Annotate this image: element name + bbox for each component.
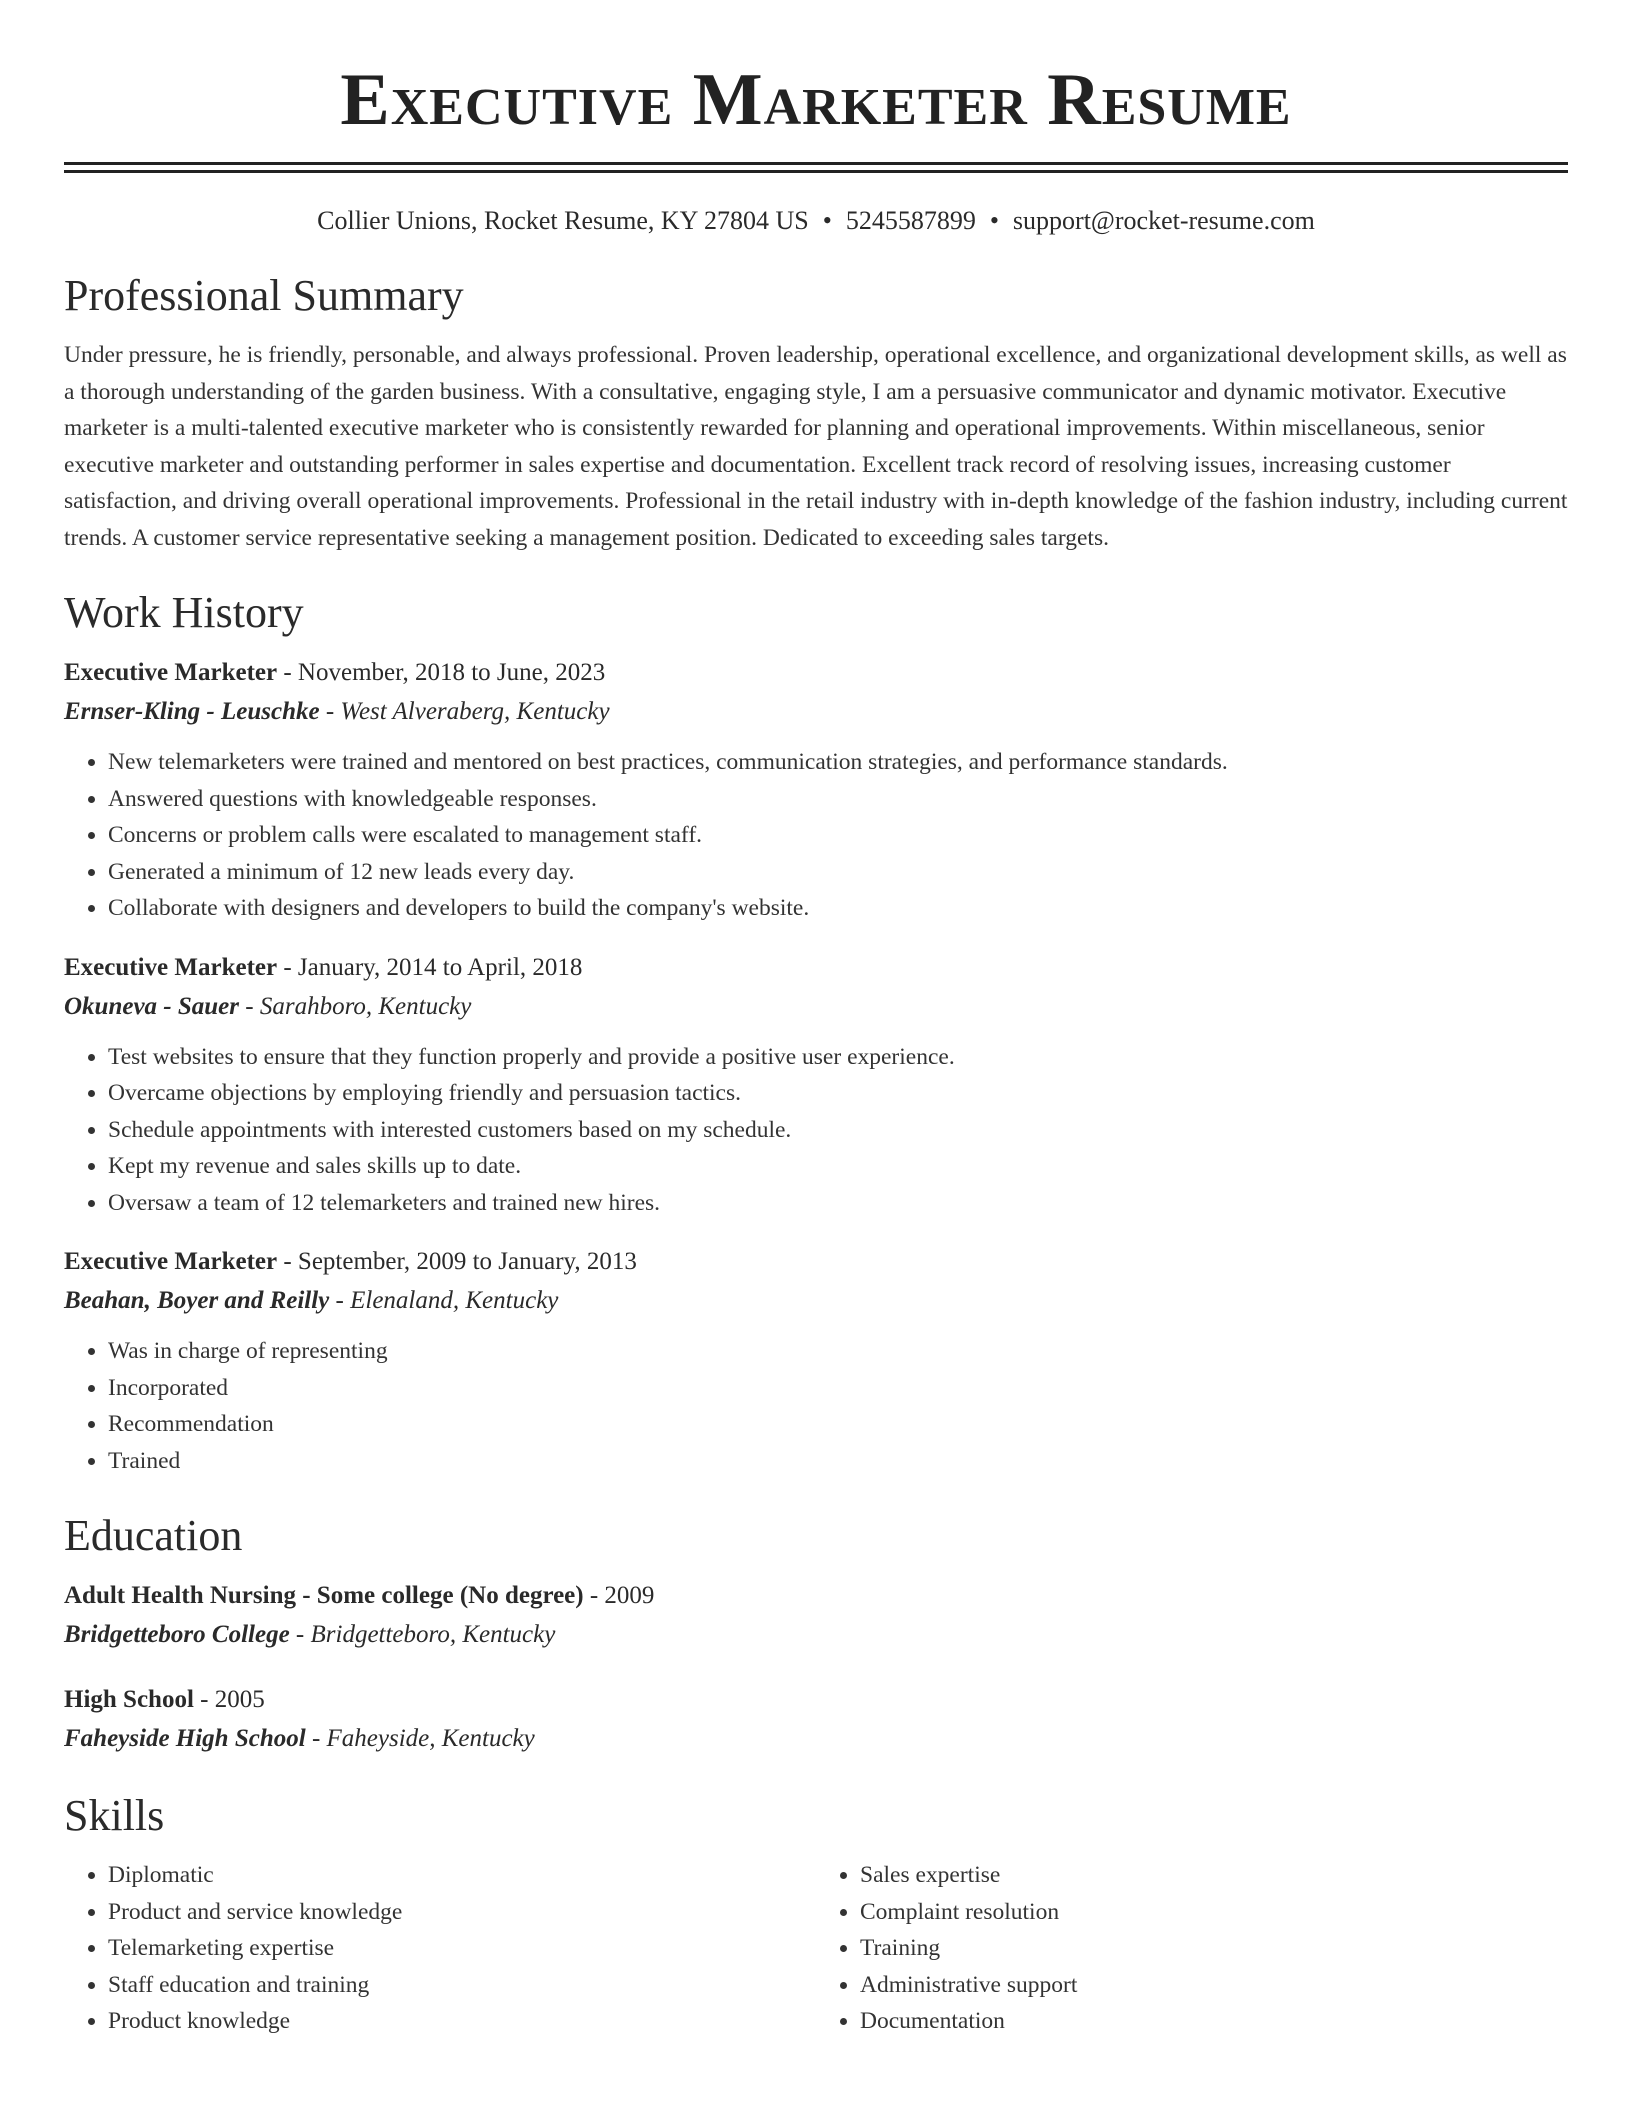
degree-line xyxy=(64,1577,1568,1615)
skill-item: • Training xyxy=(860,1930,1568,1967)
work-history-heading: Work History xyxy=(64,588,304,637)
job-title: Executive Marketer xyxy=(64,1248,278,1275)
job-title-line xyxy=(64,1243,1568,1281)
education-section xyxy=(64,1509,1568,1759)
job-entry xyxy=(64,654,1568,927)
education-entry xyxy=(64,1577,1568,1655)
job-bullet: • New telemarketers were trained and mentored on best practices, communication strategies, and performance standards. xyxy=(108,744,1568,781)
job-bullet: • Schedule appointments with interested customers based on my schedule. xyxy=(108,1112,1568,1149)
job-bullet: • Oversaw a team of 12 telemarketers and trained new hires. xyxy=(108,1185,1568,1222)
job-bullets xyxy=(64,744,1568,927)
skill-item: • Product knowledge xyxy=(108,2003,816,2040)
skill-item: • Product and service knowledge xyxy=(108,1894,816,1931)
job-title: Executive Marketer xyxy=(64,659,278,686)
company-location: - Sarahboro, Kentucky xyxy=(239,992,472,1020)
education-entry xyxy=(64,1681,1568,1759)
school-location: - Bridgetteboro, Kentucky xyxy=(289,1621,556,1648)
job-bullet: • Trained xyxy=(108,1443,1568,1480)
summary-text: Under pressure, he is friendly, personable, and always professional. Proven leadership, operational excellence, and organizational development skills, as well as a thorough understanding of the garden business. With a consultative, engaging style, I am a persuasive communicator and dynamic motivator. Executive marketer is a multi-talented executive marketer who is consistently rewarded for planning and operational improvements. Within miscellaneous, senior executive marketer and outstanding performer in sales expertise and documentation. Excellent track record of resolving issues, increasing customer satisfaction, and driving overall operational improvements. Professional in the retail industry with in-depth knowledge of the fashion industry, including current trends. A customer service representative seeking a management position. Dedicated to exceeding sales targets. xyxy=(64,342,1568,551)
degree-year: - 2009 xyxy=(583,1582,655,1609)
degree-year: - 2005 xyxy=(193,1686,265,1713)
degree-line xyxy=(64,1681,1568,1719)
school-line xyxy=(64,1719,1568,1759)
job-bullet: • Collaborate with designers and developers to build the company's website. xyxy=(108,890,1568,927)
job-bullet: • Was in charge of representing xyxy=(108,1333,1568,1370)
job-bullet: • Generated a minimum of 12 new leads every day. xyxy=(108,854,1568,891)
job-bullet: • Concerns or problem calls were escalated to management staff. xyxy=(108,817,1568,854)
job-bullet: • Test websites to ensure that they function properly and provide a positive user experience. xyxy=(108,1039,1568,1076)
degree-name: Adult Health Nursing - Some college (No degree) xyxy=(64,1582,584,1609)
job-dates: - November, 2018 to June, 2023 xyxy=(277,659,606,686)
skill-item: • Complaint resolution xyxy=(860,1894,1568,1931)
job-bullet: • Kept my revenue and sales skills up to date. xyxy=(108,1148,1568,1185)
skills-heading: Skills xyxy=(64,1791,165,1840)
resume-title: Executive Marketer Resume xyxy=(340,59,1292,141)
school-name: Faheyside High School xyxy=(64,1725,306,1752)
job-bullets xyxy=(64,1039,1568,1222)
school-line xyxy=(64,1615,1568,1655)
summary-section xyxy=(64,269,1568,556)
contact-address: Collier Unions, Rocket Resume, KY 27804 US xyxy=(317,206,809,235)
skills-columns xyxy=(64,1857,1568,2040)
job-bullet: • Overcame objections by employing friendly and persuasion tactics. xyxy=(108,1075,1568,1112)
summary-heading: Professional Summary xyxy=(64,271,464,320)
contact-separator: • xyxy=(822,206,832,235)
skills-left-column xyxy=(64,1857,816,2040)
skill-item: • Staff education and training xyxy=(108,1967,816,2004)
company-line xyxy=(64,1281,1568,1321)
skill-item: • Diplomatic xyxy=(108,1857,816,1894)
job-entry xyxy=(64,1243,1568,1479)
title-divider xyxy=(64,162,1568,173)
company-location: - Elenaland, Kentucky xyxy=(329,1287,559,1314)
job-title-line xyxy=(64,654,1568,692)
company-line xyxy=(64,987,1568,1027)
school-name: Bridgetteboro College xyxy=(64,1621,290,1648)
skill-item: • Telemarketing expertise xyxy=(108,1930,816,1967)
company-line xyxy=(64,692,1568,732)
job-title: Executive Marketer xyxy=(64,953,278,981)
contact-separator: • xyxy=(989,206,999,235)
contact-line xyxy=(64,203,1568,239)
skills-section xyxy=(64,1789,1568,2040)
company-location: - West Alveraberg, Kentucky xyxy=(319,698,610,725)
degree-name: High School xyxy=(64,1686,194,1713)
job-bullet: • Incorporated xyxy=(108,1370,1568,1407)
skill-item: • Administrative support xyxy=(860,1967,1568,2004)
contact-phone: 5245587899 xyxy=(845,206,976,235)
work-history-section xyxy=(64,586,1568,1479)
company-name: Ernser-Kling - Leuschke xyxy=(64,698,320,725)
job-bullets xyxy=(64,1333,1568,1479)
contact-email: support@rocket-resume.com xyxy=(1012,206,1315,235)
job-bullet: • Answered questions with knowledgeable responses. xyxy=(108,781,1568,818)
skill-item: • Documentation xyxy=(860,2003,1568,2040)
job-bullet: • Recommendation xyxy=(108,1406,1568,1443)
job-title-line xyxy=(64,949,1568,987)
job-dates: - September, 2009 to January, 2013 xyxy=(277,1248,637,1275)
skills-right-column xyxy=(816,1857,1568,2040)
company-name: Beahan, Boyer and Reilly xyxy=(64,1287,330,1314)
job-dates: - January, 2014 to April, 2018 xyxy=(277,953,583,981)
school-location: - Faheyside, Kentucky xyxy=(305,1725,535,1752)
company-name: Okuneva - Sauer xyxy=(64,992,240,1020)
skill-item: • Sales expertise xyxy=(860,1857,1568,1894)
job-entry xyxy=(64,949,1568,1222)
education-heading: Education xyxy=(64,1511,243,1560)
